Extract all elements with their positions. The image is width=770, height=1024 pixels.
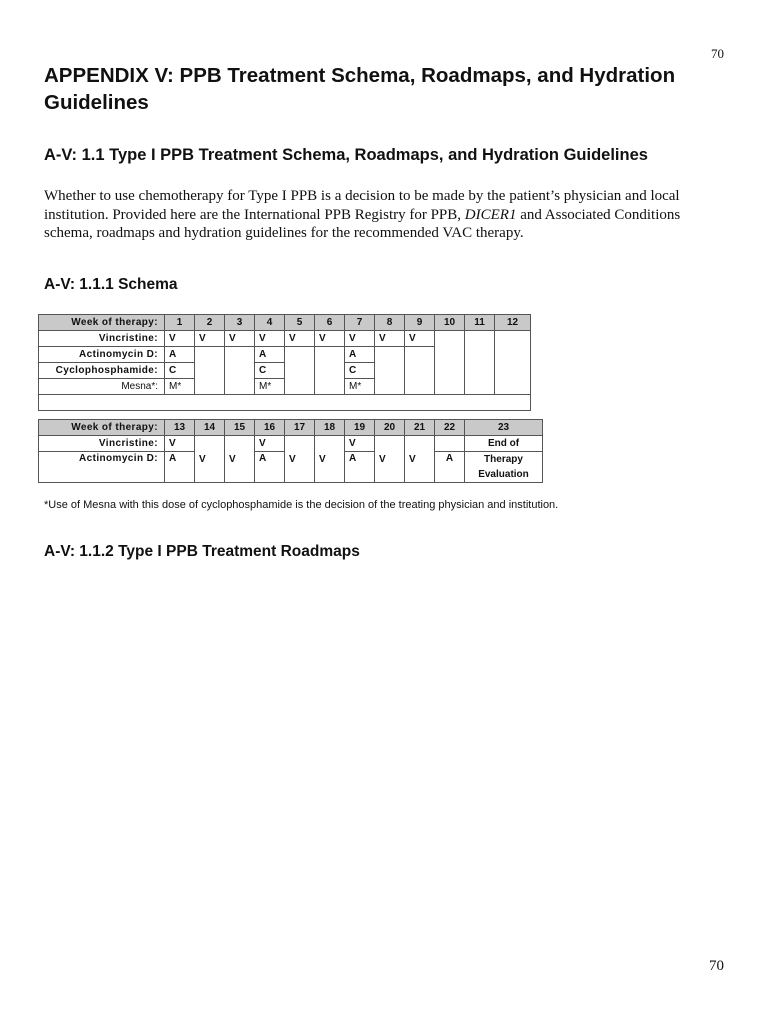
- dose-cell: M*: [255, 379, 285, 395]
- dose-cell: A: [165, 347, 195, 363]
- row-label: Cyclophosphamide:: [39, 363, 165, 379]
- dose-cell: V: [255, 331, 285, 347]
- schema-table-weeks-13-23: [38, 419, 543, 483]
- week-cell: 21: [405, 420, 435, 436]
- empty-cell: [195, 347, 225, 395]
- dose-cell: [435, 331, 465, 395]
- week-cell: 5: [285, 315, 315, 331]
- dose-cell: V: [165, 331, 195, 347]
- dose-cell: V: [225, 331, 255, 347]
- dose-cell: M*: [165, 379, 195, 395]
- week-cell: 23: [465, 420, 543, 436]
- week-label: Week of therapy:: [39, 315, 165, 331]
- empty-cell: [315, 347, 345, 395]
- intro-text-1: Whether to use chemotherapy for Type I PPB is a decision to be made by the patient’s physician and local institution. Provided here are the International PPB Registry for PPB,: [44, 188, 680, 223]
- week-cell: 14: [195, 420, 225, 436]
- dose-cell: V: [255, 436, 285, 452]
- dose-cell: [495, 331, 531, 395]
- table-spacer-row: [39, 395, 531, 411]
- roadmaps-heading: A-V: 1.1.2 Type I PPB Treatment Roadmaps: [44, 543, 360, 560]
- row-label: Vincristine:: [39, 331, 165, 347]
- week-cell: 7: [345, 315, 375, 331]
- end-of-therapy-line-3: Evaluation: [465, 467, 543, 483]
- dose-cell: A: [255, 347, 285, 363]
- intro-paragraph: [44, 187, 724, 243]
- week-cell: 1: [165, 315, 195, 331]
- week-cell: 22: [435, 420, 465, 436]
- dose-cell: V: [195, 436, 225, 483]
- page-number-top: 70: [711, 46, 724, 61]
- row-label: Actinomycin D:: [39, 347, 165, 363]
- intro-italic-gene: DICER1: [464, 206, 517, 223]
- week-cell: 15: [225, 420, 255, 436]
- row-label: Actinomycin D:: [39, 452, 165, 483]
- dose-cell: V: [195, 331, 225, 347]
- dose-cell: V: [375, 331, 405, 347]
- schema-heading: A-V: 1.1.1 Schema: [44, 276, 178, 293]
- week-cell: 9: [405, 315, 435, 331]
- empty-cell: [285, 347, 315, 395]
- week-cell: 6: [315, 315, 345, 331]
- section-heading: A-V: 1.1 Type I PPB Treatment Schema, Roadmaps, and Hydration Guidelines: [44, 146, 648, 164]
- week-label: Week of therapy:: [39, 420, 165, 436]
- week-cell: 12: [495, 315, 531, 331]
- dose-cell: A: [255, 452, 285, 483]
- intro-text-2: and Associated Conditions schema, roadmaps and hydration guidelines for the recommended VAC therapy.: [44, 206, 681, 241]
- dose-cell: C: [165, 363, 195, 379]
- dose-cell: V: [315, 436, 345, 483]
- empty-cell: [405, 347, 435, 395]
- dose-cell: V: [285, 331, 315, 347]
- week-cell: 18: [315, 420, 345, 436]
- dose-cell: [465, 331, 495, 395]
- week-cell: 16: [255, 420, 285, 436]
- week-cell: 3: [225, 315, 255, 331]
- dose-cell: [435, 436, 465, 452]
- dose-cell: V: [285, 436, 315, 483]
- week-cell: 19: [345, 420, 375, 436]
- dose-cell: V: [345, 331, 375, 347]
- schema-footnote: *Use of Mesna with this dose of cyclophosphamide is the decision of the treating physician and institution.: [44, 499, 559, 511]
- dose-cell: A: [345, 452, 375, 483]
- week-cell: 13: [165, 420, 195, 436]
- week-cell: 2: [195, 315, 225, 331]
- empty-cell: [225, 347, 255, 395]
- dose-cell: V: [405, 436, 435, 483]
- dose-cell: C: [345, 363, 375, 379]
- dose-cell: V: [345, 436, 375, 452]
- week-cell: 11: [465, 315, 495, 331]
- end-of-therapy-line-1: End of: [465, 436, 543, 452]
- dose-cell: C: [255, 363, 285, 379]
- page-title: APPENDIX V: PPB Treatment Schema, Roadmaps, and Hydration Guidelines: [44, 64, 676, 114]
- row-label: Vincristine:: [39, 436, 165, 452]
- dose-cell: V: [315, 331, 345, 347]
- week-cell: 10: [435, 315, 465, 331]
- row-label: Mesna*:: [39, 379, 165, 395]
- spacer-cell: [39, 395, 531, 411]
- week-cell: 20: [375, 420, 405, 436]
- week-cell: 8: [375, 315, 405, 331]
- dose-cell: M*: [345, 379, 375, 395]
- page-number-bottom: 70: [709, 958, 724, 974]
- dose-cell: A: [345, 347, 375, 363]
- empty-cell: [375, 347, 405, 395]
- dose-cell: V: [405, 331, 435, 347]
- end-of-therapy-line-2: Therapy: [465, 452, 543, 468]
- table-row-vincristine: [39, 436, 543, 452]
- week-cell: 4: [255, 315, 285, 331]
- table-header-row: [39, 420, 543, 436]
- week-cell: 17: [285, 420, 315, 436]
- schema-table-weeks-1-12: [38, 314, 531, 411]
- dose-cell: A: [435, 452, 465, 483]
- table-header-row: [39, 315, 531, 331]
- table-row-vincristine: [39, 331, 531, 347]
- dose-cell: V: [225, 436, 255, 483]
- dose-cell: V: [165, 436, 195, 452]
- dose-cell: V: [375, 436, 405, 483]
- dose-cell: A: [165, 452, 195, 483]
